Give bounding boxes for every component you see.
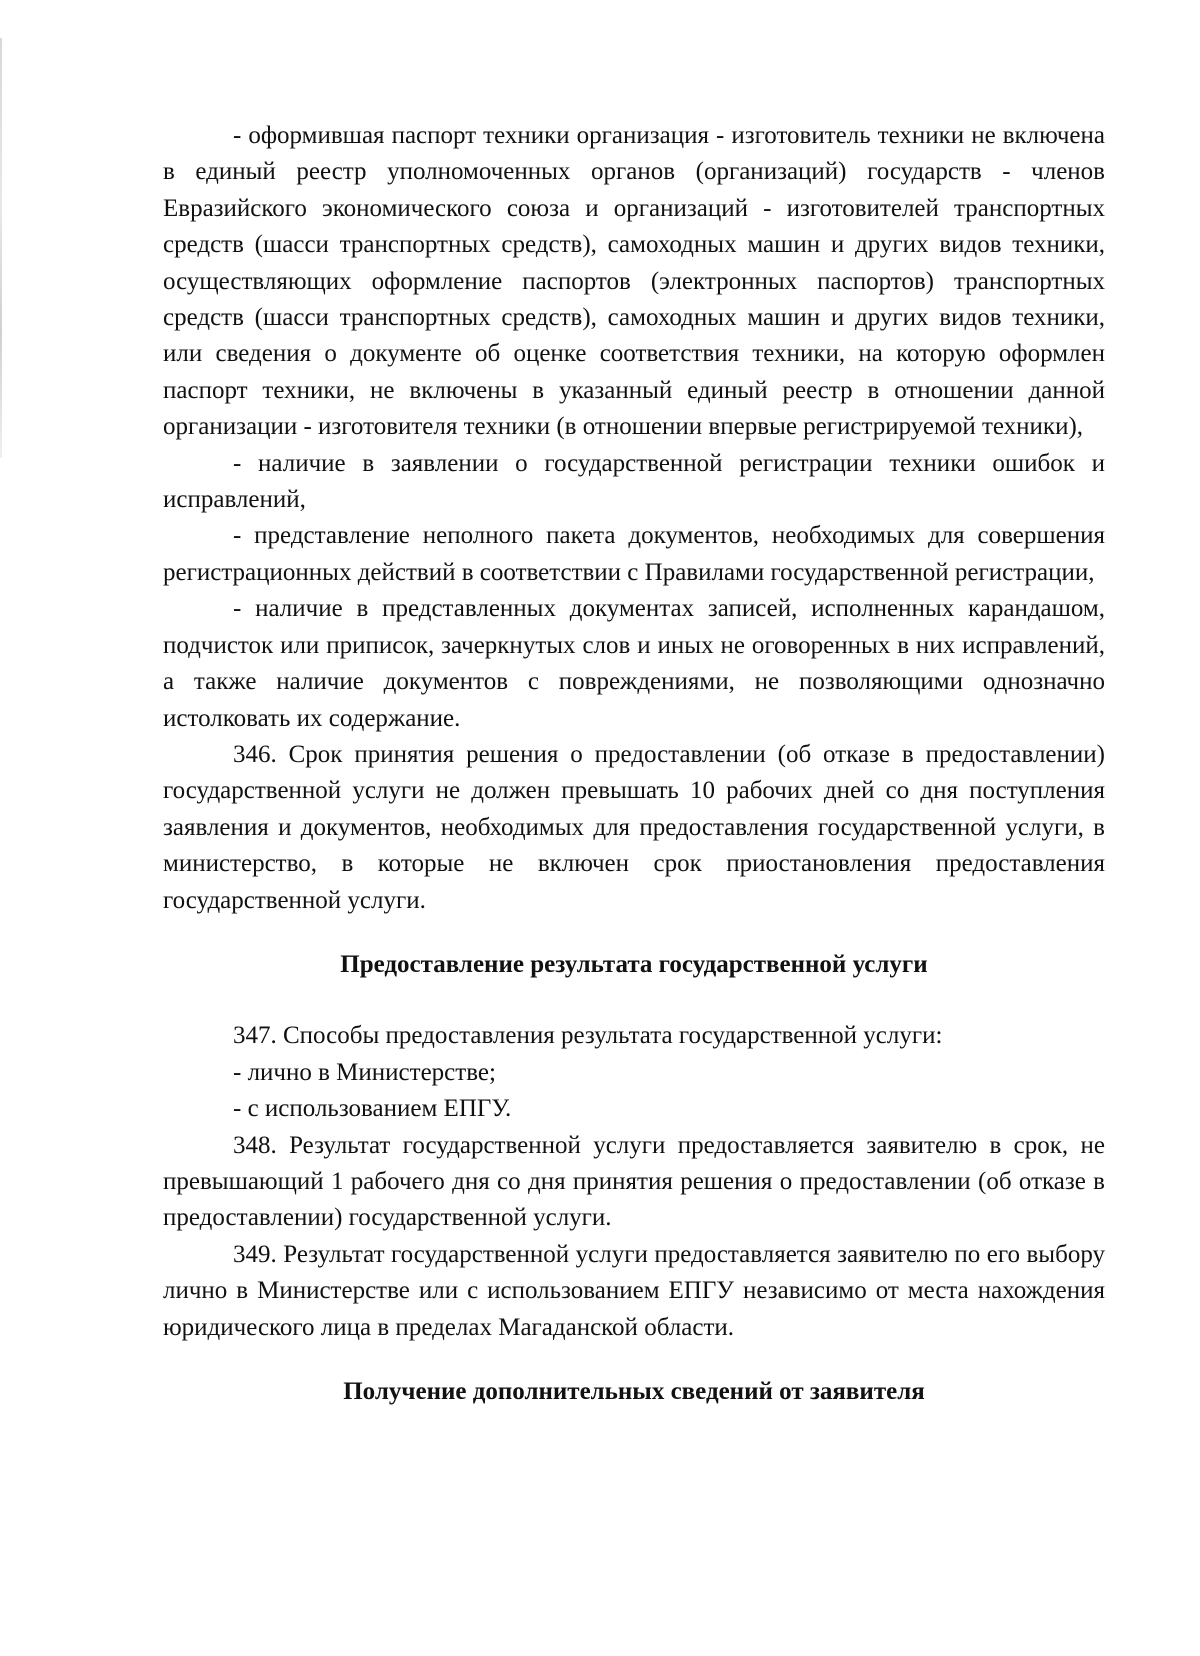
paragraph-incomplete-documents: - представление неполного пакета документов, необходимых для совершения регистрационных действий в соответствии с Правилами государственной регистрации, [163, 522, 1105, 586]
list-item-in-person: - лично в Министерстве; [233, 1058, 496, 1086]
list-item-epgu: - с использованием ЕПГУ. [233, 1095, 512, 1123]
paragraph-application-errors: - наличие в заявлении о государственной регистрации техники ошибок и исправлений, [163, 449, 1105, 514]
paragraph-346-decision-term: 346. Срок принятия решения о предоставлении (об отказе в предоставлении) государственной услуги не должен превышать 10 рабочих дней со дня поступления заявления и документов, необходимых для предоставления государственной услуги, в министерство, в которые не включен срок приостановления предоставления государственной услуги. [163, 740, 1105, 914]
paragraph-347-methods: 347. Способы предоставления результата государственной услуги: [233, 1022, 943, 1050]
section-heading-additional-info: Получение дополнительных сведений от заявителя [343, 1378, 925, 1405]
paragraph-manufacturer-not-in-registry: - оформившая паспорт техники организация - изготовитель техники не включена в единый реестр уполномоченных органов (организаций) государств - членов Евразийского экономического союза и организаций - изготовителей транспортных средств (шасси транспортных средств), самоходных машин и других видов техники, осуществляющих оформление паспортов (электронных паспортов) транспортных средств (шасси транспортных средств), самоходных машин и других видов техники, или сведения о документе об оценке соответствия техники, на которую оформлен паспорт техники, не включены в указанный единый реестр в отношении данной организации - изготовителя техники (в отношении впервые регистрируемой техники), [163, 122, 1105, 441]
scan-edge-artifact [0, 38, 2, 458]
document-body [163, 118, 1105, 1410]
section-heading-result-provision: Предоставление результата государственной услуги [340, 950, 928, 978]
paragraph-348-result-term: 348. Результат государственной услуги предоставляется заявителю в срок, не превышающий 1 рабочего дня со дня принятия решения о предоставлении (об отказе в предоставлении) государственной услуги. [163, 1131, 1105, 1232]
paragraph-pencil-records: - наличие в представленных документах записей, исполненных карандашом, подчисток или приписок, зачеркнутых слов и иных не оговоренных в них исправлений, а также наличие документов с повреждениями, не позволяющими однозначно истолковать их содержание. [163, 595, 1105, 732]
paragraph-349-result-choice: 349. Результат государственной услуги предоставляется заявителю по его выбору лично в Министерстве или с использованием ЕПГУ независимо от места нахождения юридического лица в пределах Магаданской области. [163, 1240, 1105, 1341]
